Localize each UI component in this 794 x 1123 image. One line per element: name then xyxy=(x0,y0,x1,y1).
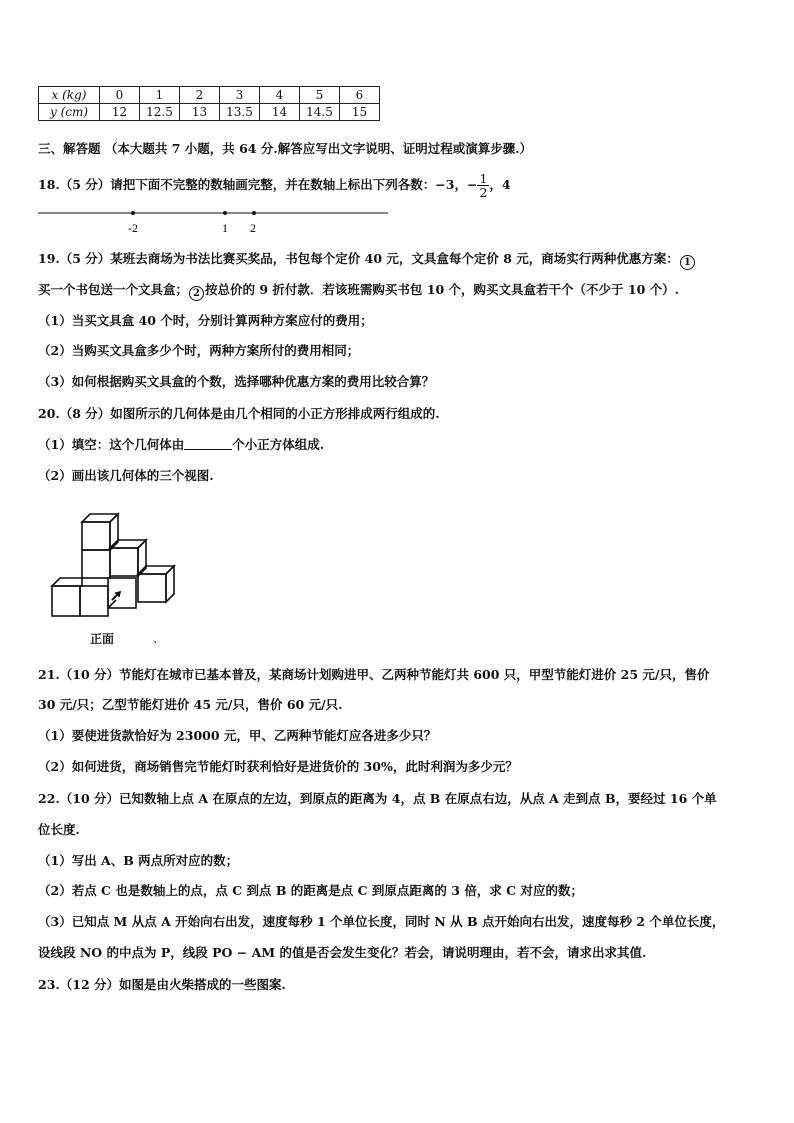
table-cell: 6 xyxy=(340,87,380,104)
question-18 xyxy=(38,172,511,199)
section-header: 三、解答题 （本大题共 7 小题，共 64 分.解答应写出文字说明、证明过程或演算步骤.） xyxy=(38,141,533,156)
figure-caption: 正面 xyxy=(90,632,115,646)
q21-line1: 21.（10 分）节能灯在城市已基本普及，某商场计划购进甲、乙两种节能灯共 600 只，甲型节能灯进价 25 元/只，售价 xyxy=(38,667,710,682)
axis-point xyxy=(223,211,227,215)
q22-sub3-line2: 设线段 NO 的中点为 P，线段 PO − AM 的值是否会发生变化？若会，请说明理由，若不会，请求出求其值. xyxy=(38,945,647,960)
table-cell: 13 xyxy=(180,104,220,121)
table-cell: 2 xyxy=(180,87,220,104)
q20-sub2: （2）画出该几何体的三个视图. xyxy=(38,468,214,483)
fraction xyxy=(477,172,489,199)
q22-sub3-line1: （3）已知点 M 从点 A 开始向右出发，速度每秒 1 个单位长度，同时 N 从 B 点开始向右出发，速度每秒 2 个单位长度， xyxy=(38,914,725,929)
dot-mark: 、 xyxy=(153,632,164,645)
q20-line1: 20.（8 分）如图所示的几何体是由几个相同的小正方形排成两行组成的. xyxy=(38,406,440,421)
q19-sub2: （2）当购买文具盒多少个时，两种方案所付的费用相同； xyxy=(38,343,360,358)
q19-line2 xyxy=(38,281,679,301)
q20-sub1 xyxy=(38,436,324,454)
fraction-numerator: 1 xyxy=(479,171,488,186)
q19-line1 xyxy=(38,250,696,270)
q19-sub3: （3）如何根据购买文具盒的个数，选择哪种优惠方案的费用比较合算？ xyxy=(38,374,435,389)
q22-line2: 位长度. xyxy=(38,822,80,837)
answer-blank[interactable] xyxy=(184,437,232,450)
cube-figure xyxy=(46,508,186,624)
q19-sub1: （1）当买文具盒 40 个时，分别计算两种方案应付的费用； xyxy=(38,313,373,328)
axis-label: -2 xyxy=(128,221,138,235)
q20-text: （1）填空：这个几何体由 xyxy=(38,437,185,452)
table-cell: 12 xyxy=(100,104,140,121)
q21-sub2: （2）如何进货，商场销售完节能灯时获利恰好是进货价的 30%，此时利润为多少元？ xyxy=(38,759,518,774)
fraction-denominator: 2 xyxy=(479,185,488,200)
q18-tail: ，4 xyxy=(489,177,511,192)
number-line xyxy=(36,204,396,238)
q18-text: 18.（5 分）请把下面不完整的数轴画完整，并在数轴上标出下列各数：−3，− xyxy=(38,177,478,192)
axis-point xyxy=(252,211,256,215)
circled-number-2: 2 xyxy=(189,286,204,301)
circled-number-1: 1 xyxy=(680,255,695,270)
q19-text: 按总价的 9 折付款．若该班需购买书包 10 个，购买文具盒若干个（不少于 10 个）. xyxy=(205,282,679,297)
table-cell: 3 xyxy=(220,87,260,104)
table-cell: 4 xyxy=(260,87,300,104)
data-table xyxy=(38,86,380,121)
row-label-y: y (cm) xyxy=(39,104,100,121)
q22-line1: 22.（10 分）已知数轴上点 A 在原点的左边，到原点的距离为 4，点 B 在原点右边，从点 A 走到点 B，要经过 16 个单 xyxy=(38,791,717,806)
row-label-x: x (kg) xyxy=(39,87,100,104)
q21-line2: 30 元/只；乙型节能灯进价 45 元/只，售价 60 元/只. xyxy=(38,697,343,712)
q22-sub2: （2）若点 C 也是数轴上的点，点 C 到点 B 的距离是点 C 到原点距离的 3 倍，求 C 对应的数； xyxy=(38,883,583,898)
axis-label: 1 xyxy=(222,221,228,235)
q19-text: 19.（5 分）某班去商场为书法比赛买奖品，书包每个定价 40 元，文具盒每个定价 8 元，商场实行两种优惠方案： xyxy=(38,251,679,266)
q21-sub1: （1）要使进货款恰好为 23000 元，甲、乙两种节能灯应各进多少只？ xyxy=(38,728,437,743)
table-cell: 14 xyxy=(260,104,300,121)
axis-label: 2 xyxy=(250,221,256,235)
table-cell: 12.5 xyxy=(140,104,180,121)
table-cell: 15 xyxy=(340,104,380,121)
q19-text: 买一个书包送一个文具盒； xyxy=(38,282,189,297)
table-cell: 1 xyxy=(140,87,180,104)
q22-sub1: （1）写出 A、B 两点所对应的数； xyxy=(38,853,239,868)
table-row xyxy=(39,87,380,104)
q23-line1: 23.（12 分）如图是由火柴搭成的一些图案. xyxy=(38,977,286,992)
table-cell: 5 xyxy=(300,87,340,104)
table-cell: 14.5 xyxy=(300,104,340,121)
axis-point xyxy=(131,211,135,215)
table-cell: 0 xyxy=(100,87,140,104)
table-cell: 13.5 xyxy=(220,104,260,121)
table-row xyxy=(39,104,380,121)
q20-text: 个小正方体组成. xyxy=(232,437,325,452)
